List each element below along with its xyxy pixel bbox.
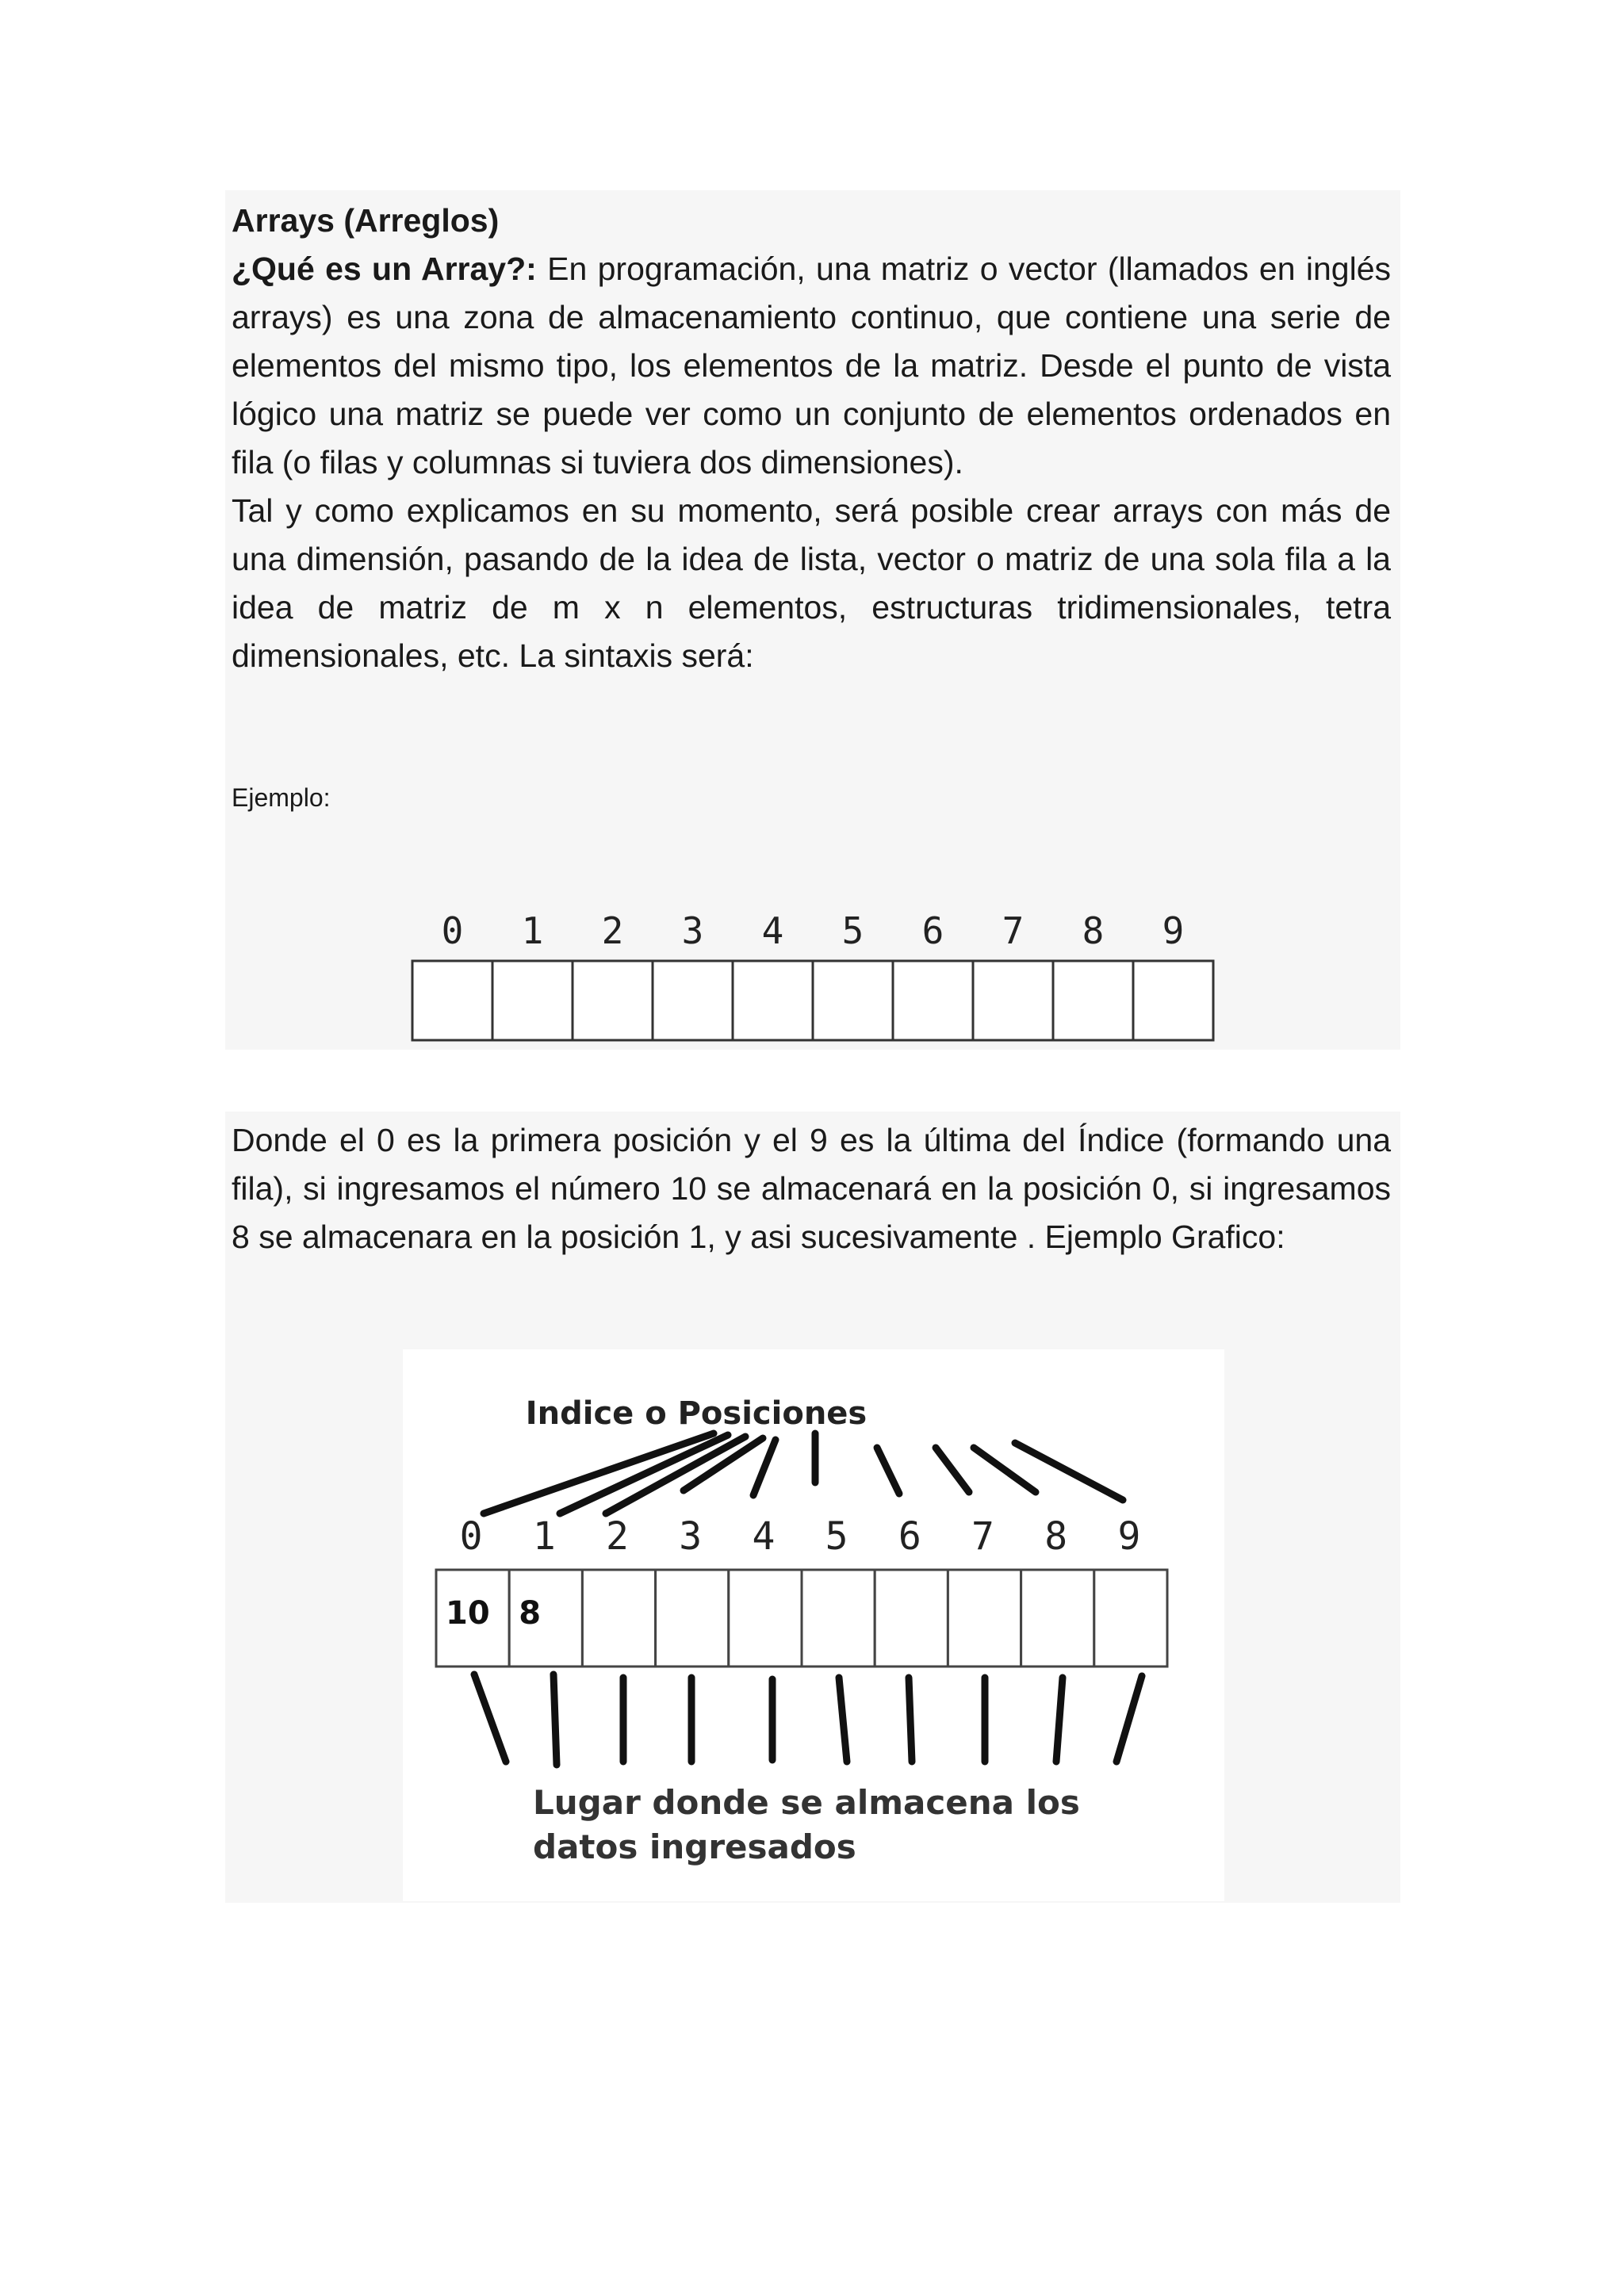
storage-pointer-lines — [474, 1674, 1142, 1765]
diagram-cell — [802, 1570, 875, 1667]
array-cell — [893, 961, 973, 1040]
diagram-cell — [729, 1570, 802, 1667]
diagram-index-label: 9 — [1117, 1514, 1141, 1559]
diagram-index-label: 7 — [971, 1514, 994, 1559]
graphic-example-diagram — [403, 1349, 1224, 1901]
storage-pointer-line — [553, 1674, 557, 1765]
index-pointer-line — [877, 1448, 899, 1494]
array-cell — [653, 961, 733, 1040]
array-cell — [813, 961, 893, 1040]
diagram-index-label: 2 — [606, 1514, 629, 1559]
diagram-cell — [582, 1570, 655, 1667]
explanation-paragraph: Donde el 0 es la primera posición y el 9 es la última del Índice (formando una fila), si ingresamos el número 10 se almacenará en la posición 0, si ingresamos 8 se almacenara en la posición 1, y asi sucesivamente . Ejemplo Grafico: — [232, 1122, 1391, 1255]
index-pointer-line — [753, 1440, 776, 1495]
index-label: 2 — [601, 909, 624, 952]
diagram-cell — [656, 1570, 729, 1667]
diagram-cell-value: 10 — [446, 1595, 490, 1632]
diagram-index-label: 5 — [825, 1514, 848, 1559]
diagram-title: Indice o Posiciones — [525, 1395, 868, 1432]
index-label: 7 — [1002, 909, 1025, 952]
storage-pointer-line — [1116, 1676, 1142, 1762]
definition-text: En programación, una matriz o vector (llamados en inglés arrays) es una zona de almacenamiento continuo, que contiene una serie de elementos del mismo tipo, los elementos de la matriz. Desde el punto de vista lógico una matriz se puede ver como un conjunto de elementos ordenados en fila (o filas y columnas si tuviera dos dimensiones). — [232, 251, 1391, 480]
definition-label: ¿Qué es un Array?: — [232, 251, 537, 287]
diagram-cell — [1021, 1570, 1094, 1667]
index-pointer-line — [974, 1448, 1036, 1492]
array-diagram — [396, 904, 1237, 1047]
diagram-index-labels — [460, 1514, 1141, 1559]
array-cell — [412, 961, 492, 1040]
index-pointer-line — [936, 1448, 969, 1492]
storage-pointer-line — [1056, 1678, 1063, 1762]
diagram-cell — [875, 1570, 948, 1667]
array-cell — [1053, 961, 1133, 1040]
array-index-labels — [442, 909, 1185, 952]
index-label: 3 — [681, 909, 704, 952]
index-label: 6 — [921, 909, 944, 952]
array-cell — [573, 961, 653, 1040]
diagram-index-label: 8 — [1044, 1514, 1068, 1559]
index-label: 4 — [761, 909, 784, 952]
diagram-index-label: 4 — [752, 1514, 776, 1559]
diagram-cells — [436, 1570, 1167, 1667]
array-cell — [1133, 961, 1213, 1040]
diagram-cell-value: 8 — [519, 1595, 542, 1632]
example-label: Ejemplo: — [232, 783, 331, 812]
diagram-cell — [948, 1570, 1021, 1667]
diagram-index-label: 1 — [532, 1514, 556, 1559]
storage-pointer-line — [839, 1678, 847, 1762]
diagram-index-label: 3 — [679, 1514, 703, 1559]
diagram-cell — [1094, 1570, 1167, 1667]
explanation-text — [232, 1116, 1391, 1261]
index-label: 9 — [1162, 909, 1185, 952]
page-title: Arrays (Arreglos) — [232, 202, 500, 239]
definition-paragraph — [232, 245, 1391, 487]
array-cell — [973, 961, 1053, 1040]
index-label: 0 — [441, 909, 464, 952]
index-label: 5 — [841, 909, 864, 952]
index-pointer-lines — [484, 1433, 1123, 1513]
diagram-caption-line-1: Lugar donde se almacena los — [533, 1783, 1080, 1822]
storage-pointer-line — [474, 1674, 506, 1762]
array-cell — [492, 961, 573, 1040]
diagram-index-label: 0 — [459, 1514, 483, 1559]
dimensions-paragraph: Tal y como explicamos en su momento, será posible crear arrays con más de una dimensión, pasando de la idea de lista, vector o matriz de una sola fila a la idea de matriz de m x n elementos, estructuras tridimensionales, tetra dimensionales, etc. La sintaxis será: — [232, 492, 1391, 674]
intro-text — [232, 197, 1391, 680]
array-cell — [733, 961, 813, 1040]
storage-pointer-line — [909, 1678, 912, 1762]
diagram-index-label: 6 — [898, 1514, 921, 1559]
diagram-caption-line-2: datos ingresados — [533, 1827, 856, 1866]
array-cells — [412, 961, 1213, 1040]
index-label: 8 — [1082, 909, 1105, 952]
index-label: 1 — [521, 909, 544, 952]
